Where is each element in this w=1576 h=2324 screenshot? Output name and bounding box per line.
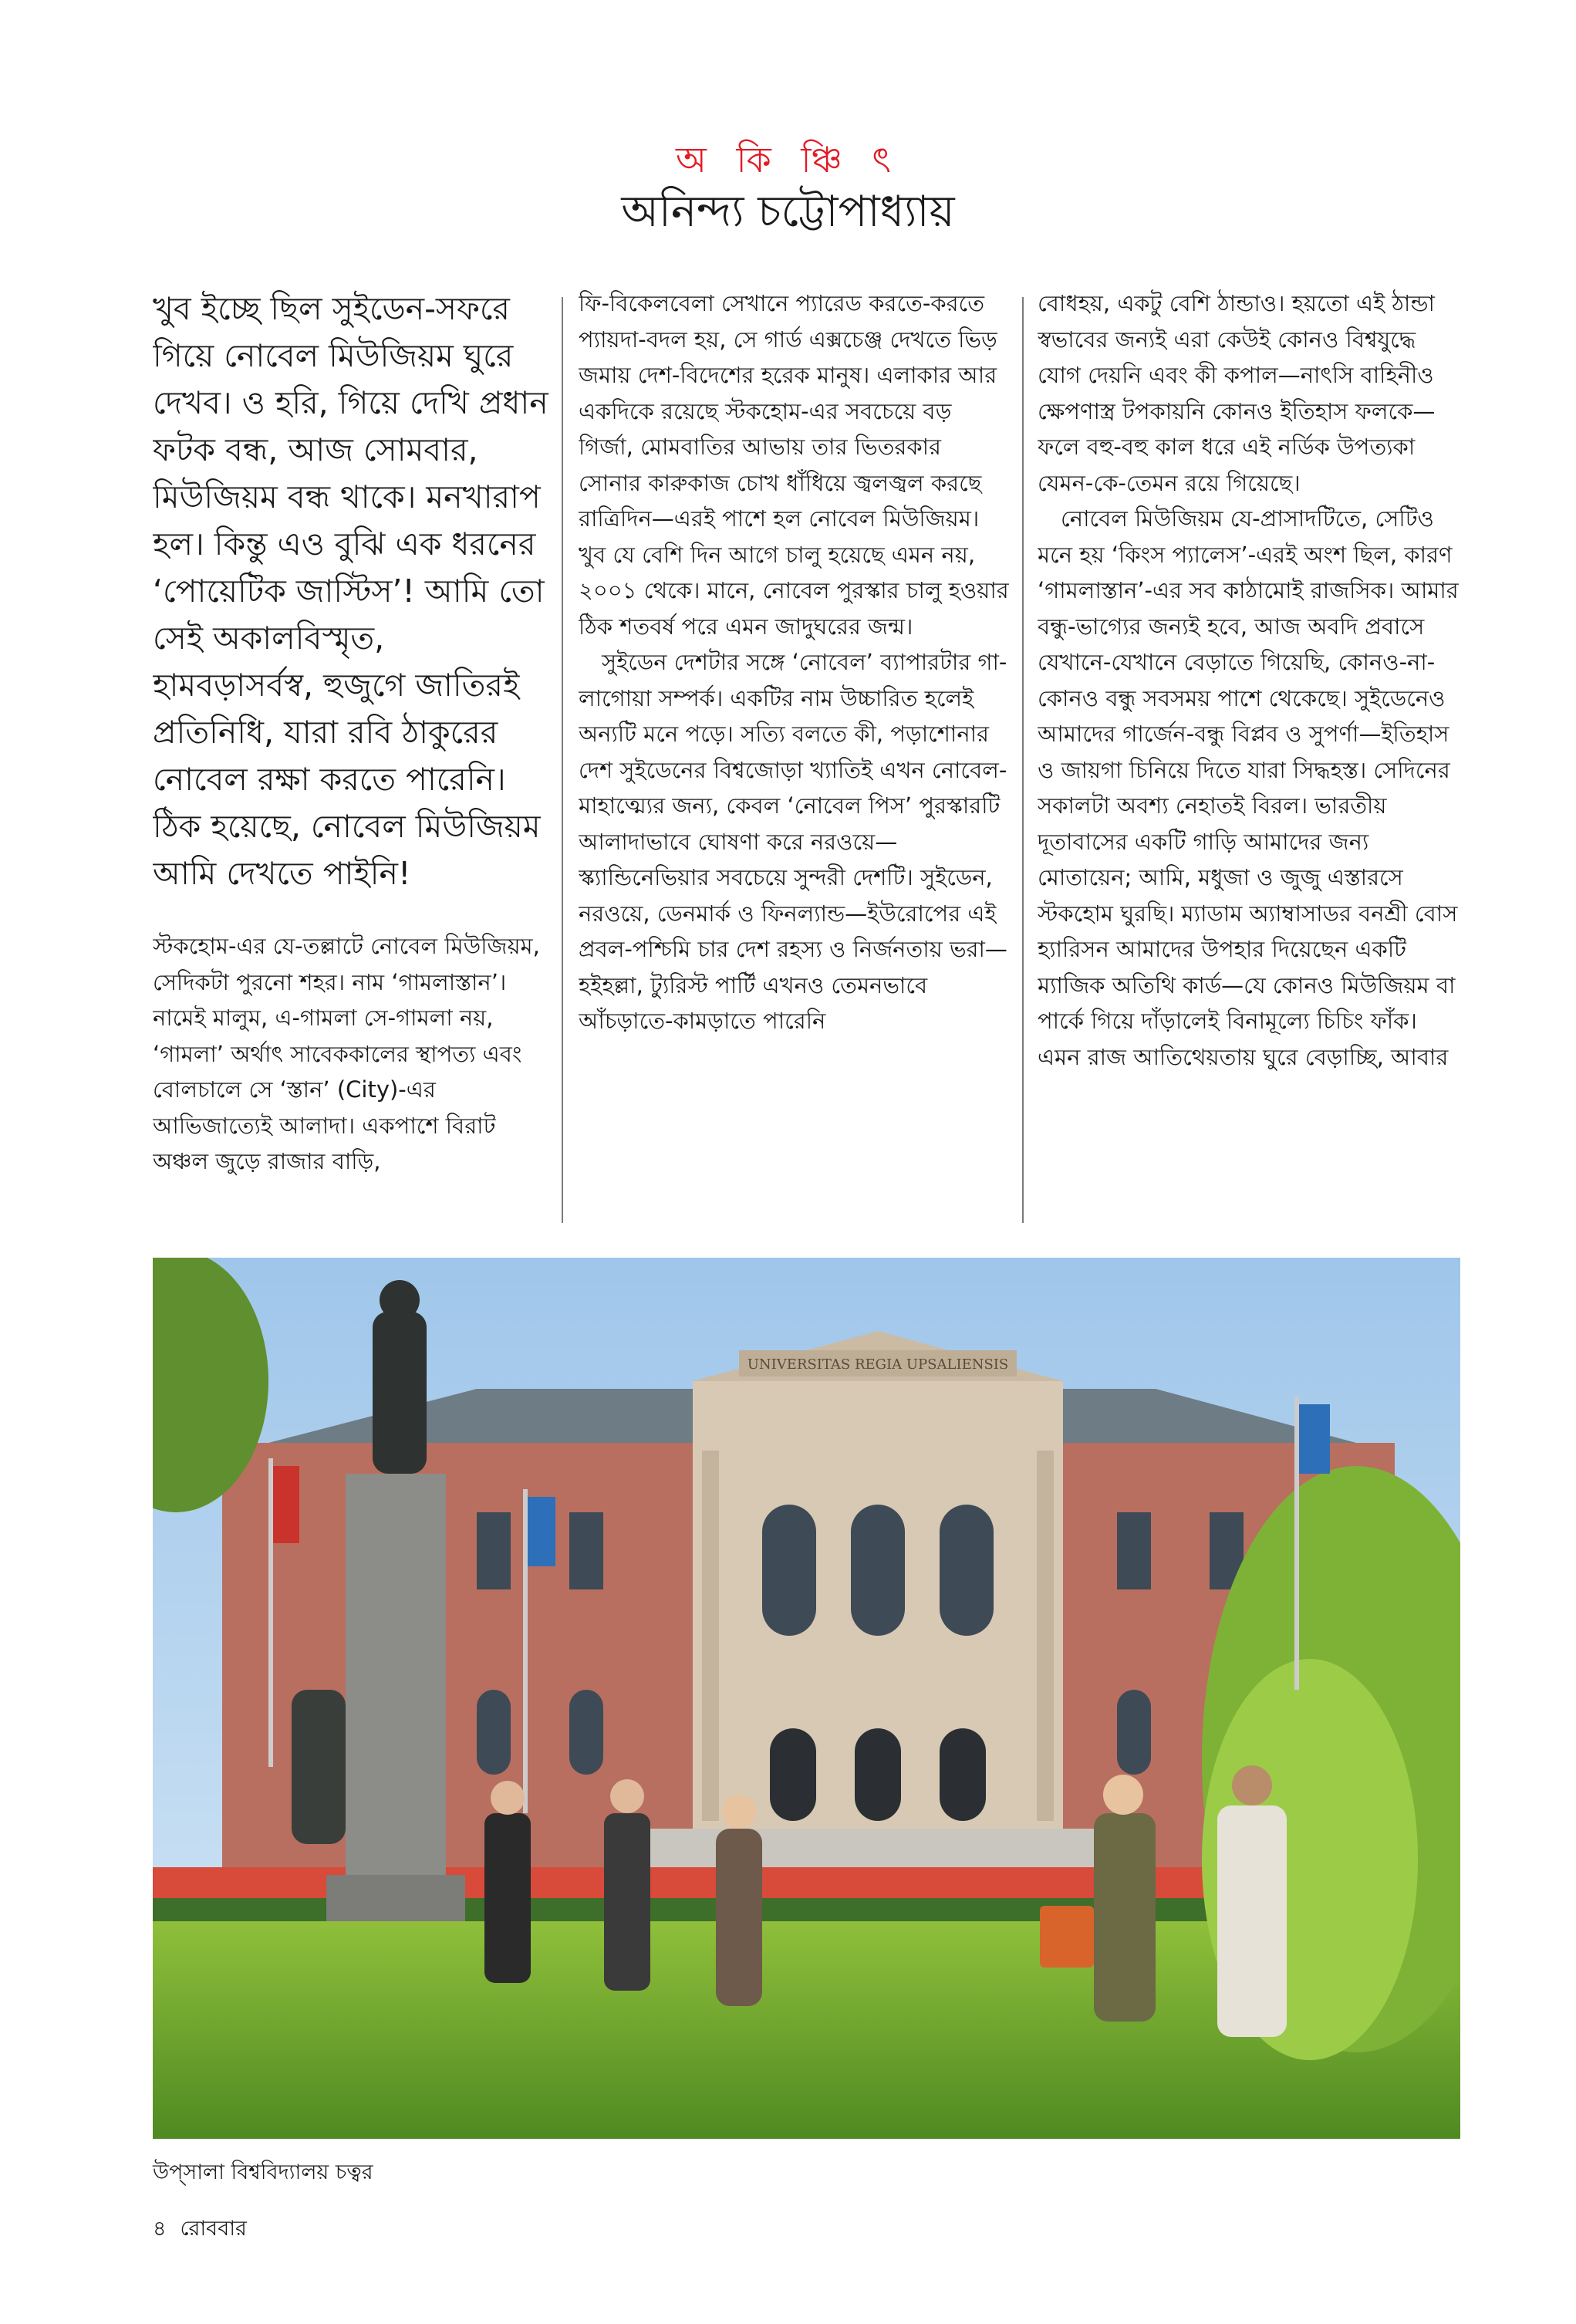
article-column-3 (1038, 285, 1460, 1196)
article-column-2 (579, 285, 1009, 1196)
column-title: অ কি ঞ্চি ৎ (676, 139, 900, 181)
body-paragraph: স্টকহোম-এর যে-তল্লাটে নোবেল মিউজিয়ম, সেদিকটা পুরনো শহর। নাম ‘গামলাস্তান’। নামেই মালুম, এ-গামলা সে-গামলা নয়, ‘গামলা’ অর্থাৎ সাবেককালের স্থাপত্য এবং বোলচালে সে ‘স্তান’ (City)-এর আভিজাত্যেই আলাদা। একপাশে বিরাট অঞ্চল জুড়ে রাজার বাড়ি, (153, 933, 540, 1174)
page-number: ৪ (153, 2217, 167, 2241)
column-divider (1022, 297, 1024, 1223)
building-inscription: UNIVERSITAS REGIA UPSALIENSIS (747, 1356, 1009, 1373)
author-name: অনিন্দ্য চট্টোপাধ্যায় (621, 187, 955, 238)
body-paragraph: বোধহয়, একটু বেশি ঠান্ডাও। হয়তো এই ঠান্ডা স্বভাবের জন্যই এরা কেউই কোনও বিশ্বযুদ্ধে যোগ দেয়নি এবং কী কপাল—নাৎসি বাহিনীও ক্ষেপণাস্ত্র টপকায়নি কোনও ইতিহাস ফলকে—ফলে বহু-বহু কাল ধরে এই নর্ডিক উপত্যকা যেমন-কে-তেমন রয়ে গিয়েছে। (1038, 290, 1436, 496)
page-footer (153, 2213, 261, 2248)
body-paragraph: সুইডেন দেশটার সঙ্গে ‘নোবেল’ ব্যাপারটার গা-লাগোয়া সম্পর্ক। একটির নাম উচ্চারিত হলেই অন্যটি মনে পড়ে। সত্যি বলতে কী, পড়াশোনার দেশ সুইডেনের বিশ্বজোড়া খ্যাতিই এখন নোবেল-মাহাত্ম্যের জন্য, কেবল ‘নোবেল পিস’ পুরস্কারটি আলাদাভাবে ঘোষণা করে নরওয়ে—স্ক্যান্ডিনেভিয়ার সবচেয়ে সুন্দরী দেশটি। সুইডেন, নরওয়ে, ডেনমার্ক ও ফিনল্যান্ড—ইউরোপের এই প্রবল-পশ্চিমি চার দেশ রহস্য ও নির্জনতায় ভরা—হইহল্লা, ট্যুরিস্ট পার্টি এখনও তেমনভাবে আঁচড়াতে-কামড়াতে পারেনি (579, 649, 1007, 1034)
article-column-1 (153, 285, 554, 1196)
body-paragraph: নোবেল মিউজিয়ম যে-প্রাসাদটিতে, সেটিও মনে হয় ‘কিংস প্যালেস’-এরই অংশ ছিল, কারণ ‘গামলাস্তান’-এর সব কাঠামোই রাজসিক। আমার বন্ধু-ভাগ্যের জন্যই হবে, আজ অবদি প্রবাসে যেখানে-যেখানে বেড়াতে গিয়েছি, কোনও-না-কোনও বন্ধু সবসময় পাশে থেকেছে। সুইডেনেও আমাদের গার্জেন-বন্ধু বিপ্লব ও সুপর্ণা—ইতিহাস ও জায়গা চিনিয়ে দিতে যারা সিদ্ধহস্ত। সেদিনের সকালটা অবশ্য নেহাতই বিরল। ভারতীয় দূতাবাসের একটি গাড়ি আমাদের জন্য মোতায়েন; আমি, মধুজা ও জুজু এস্তারসে স্টকহোম ঘুরছি। ম্যাডাম অ্যাম্বাসাডর বনশ্রী বোস হ্যারিসন আমাদের উপহার দিয়েছেন একটি ম্যাজিক অতিথি কার্ড—যে কোনও মিউজিয়ম বা পার্কে গিয়ে দাঁড়ালেই বিনামূল্যে চিচিং ফাঁক। এমন রাজ আতিথেয়তায় ঘুরে বেড়াচ্ছি, আবার (1038, 505, 1459, 1070)
header (0, 139, 1576, 241)
body-paragraph: ফি-বিকেলবেলা সেখানে প্যারেড করতে-করতে প্যায়দা-বদল হয়, সে গার্ড এক্সচেঞ্জ দেখতে ভিড় জমায় দেশ-বিদেশের হরেক মানুষ। এলাকার আর একদিকে রয়েছে স্টকহোম-এর সবচেয়ে বড় গির্জা, মোমবাতির আভায় তার ভিতরকার সোনার কারুকাজ চোখ ধাঁধিয়ে জ্বলজ্বল করছে রাত্রিদিন—এরই পাশে হল নোবেল মিউজিয়ম। খুব যে বেশি দিন আগে চালু হয়েছে এমন নয়, ২০০১ থেকে। মানে, নোবেল পুরস্কার চালু হওয়ার ঠিক শতবর্ষ পরে এমন জাদুঘরের জন্ম। (579, 290, 1009, 640)
photo-caption: উপ্‌সালা বিশ্ববিদ্যালয় চত্বর (153, 2160, 373, 2184)
column-divider (562, 297, 563, 1223)
university-photo (153, 1258, 1460, 2139)
magazine-name: রোববার (180, 2217, 247, 2241)
lead-paragraph: খুব ইচ্ছে ছিল সুইডেন-সফরে গিয়ে নোবেল মিউজিয়ম ঘুরে দেখব। ও হরি, গিয়ে দেখি প্রধান ফটক বন্ধ, আজ সোমবার, মিউজিয়ম বন্ধ থাকে। মনখারাপ হল। কিন্তু এও বুঝি এক ধরনের ‘পোয়েটিক জাস্টিস’! আমি তো সেই অকালবিস্মৃত, হামবড়াসর্বস্ব, হুজুগে জাতিরই প্রতিনিধি, যারা রবি ঠাকুরের নোবেল রক্ষা করতে পারেনি। ঠিক হয়েছে, নোবেল মিউজিয়ম আমি দেখতে পাইনি! (153, 290, 548, 892)
